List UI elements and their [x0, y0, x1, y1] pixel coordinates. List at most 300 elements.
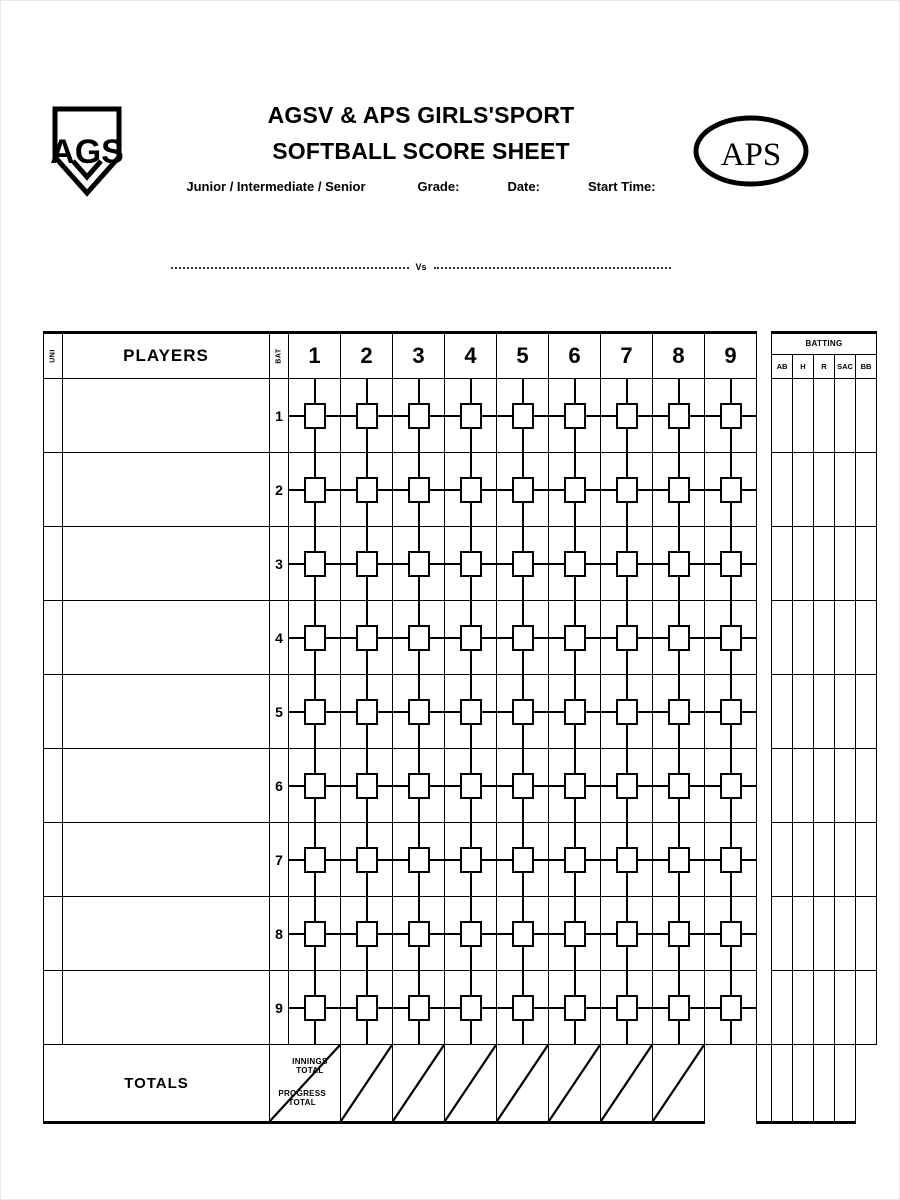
cell-player-name[interactable] — [63, 897, 270, 971]
totals-row — [44, 1045, 877, 1123]
header-inning-9: 9 — [705, 333, 757, 379]
cell-inning-7[interactable] — [601, 823, 653, 897]
at-bat-box[interactable] — [408, 625, 430, 651]
totals-inning-1[interactable] — [341, 1045, 393, 1123]
cell-inning-4[interactable] — [445, 823, 497, 897]
cell-stat-h[interactable] — [793, 675, 814, 749]
cell-player-name[interactable] — [63, 971, 270, 1045]
cell-uni[interactable] — [44, 823, 63, 897]
at-bat-box[interactable] — [408, 699, 430, 725]
scoring-diamond — [549, 527, 600, 600]
at-bat-box[interactable] — [356, 847, 378, 873]
at-bat-box[interactable] — [720, 773, 742, 799]
cell-inning-2[interactable] — [341, 527, 393, 601]
totals-inning-2[interactable] — [393, 1045, 445, 1123]
at-bat-box[interactable] — [720, 699, 742, 725]
at-bat-box[interactable] — [512, 699, 534, 725]
cell-player-name[interactable] — [63, 675, 270, 749]
start-time-field-label[interactable]: Start Time: — [587, 179, 656, 194]
cell-uni[interactable] — [44, 379, 63, 453]
at-bat-box[interactable] — [668, 551, 690, 577]
at-bat-box[interactable] — [460, 551, 482, 577]
cell-inning-2[interactable] — [341, 971, 393, 1045]
scoring-diamond — [289, 453, 340, 526]
at-bat-box[interactable] — [408, 921, 430, 947]
cell-stat-ab[interactable] — [772, 897, 793, 971]
scoring-diamond — [393, 823, 444, 896]
cell-stat-bb[interactable] — [856, 601, 877, 675]
cell-inning-7[interactable] — [601, 527, 653, 601]
cell-inning-3[interactable] — [393, 379, 445, 453]
cell-inning-1[interactable] — [289, 749, 341, 823]
at-bat-box[interactable] — [408, 551, 430, 577]
at-bat-box[interactable] — [460, 921, 482, 947]
totals-stat-ab[interactable] — [757, 1045, 772, 1123]
cell-inning-5[interactable] — [497, 527, 549, 601]
cell-stat-bb[interactable] — [856, 453, 877, 527]
at-bat-box[interactable] — [616, 403, 638, 429]
at-bat-box[interactable] — [304, 995, 326, 1021]
cell-uni[interactable] — [44, 453, 63, 527]
at-bat-box[interactable] — [356, 921, 378, 947]
cell-uni[interactable] — [44, 897, 63, 971]
cell-inning-9[interactable] — [705, 749, 757, 823]
row-spacer-column — [757, 601, 772, 675]
scoring-diamond — [497, 749, 548, 822]
cell-stat-r[interactable] — [814, 379, 835, 453]
cell-inning-8[interactable] — [653, 749, 705, 823]
scoring-diamond — [653, 601, 704, 674]
cell-stat-ab[interactable] — [772, 823, 793, 897]
cell-inning-5[interactable] — [497, 749, 549, 823]
totals-inning-3[interactable] — [445, 1045, 497, 1123]
at-bat-box[interactable] — [512, 477, 534, 503]
cell-stat-ab[interactable] — [772, 527, 793, 601]
cell-bat-order: 9 — [270, 971, 289, 1045]
cell-stat-bb[interactable] — [856, 675, 877, 749]
scoring-diamond — [549, 897, 600, 970]
scoring-diamond — [705, 897, 756, 970]
cell-inning-6[interactable] — [549, 971, 601, 1045]
at-bat-box[interactable] — [356, 773, 378, 799]
cell-player-name[interactable] — [63, 823, 270, 897]
cell-inning-5[interactable] — [497, 971, 549, 1045]
cell-stat-h[interactable] — [793, 971, 814, 1045]
cell-stat-sac[interactable] — [835, 675, 856, 749]
at-bat-box[interactable] — [304, 699, 326, 725]
cell-bat-order: 4 — [270, 601, 289, 675]
cell-uni[interactable] — [44, 675, 63, 749]
at-bat-box[interactable] — [512, 551, 534, 577]
level-selector-label[interactable]: Junior / Intermediate / Senior — [186, 179, 366, 194]
scoring-diamond — [705, 823, 756, 896]
cell-inning-8[interactable] — [653, 971, 705, 1045]
cell-stat-sac[interactable] — [835, 897, 856, 971]
cell-inning-7[interactable] — [601, 971, 653, 1045]
cell-stat-ab[interactable] — [772, 379, 793, 453]
cell-inning-4[interactable] — [445, 453, 497, 527]
cell-inning-3[interactable] — [393, 749, 445, 823]
cell-player-name[interactable] — [63, 601, 270, 675]
at-bat-box[interactable] — [356, 403, 378, 429]
at-bat-box[interactable] — [304, 403, 326, 429]
cell-inning-2[interactable] — [341, 379, 393, 453]
progress-total-label: PROGRESS TOTAL — [278, 1089, 327, 1107]
totals-stat-bb[interactable] — [835, 1045, 856, 1123]
cell-inning-3[interactable] — [393, 971, 445, 1045]
cell-inning-9[interactable] — [705, 379, 757, 453]
at-bat-box[interactable] — [512, 921, 534, 947]
totals-inning-6[interactable] — [601, 1045, 653, 1123]
cell-stat-h[interactable] — [793, 601, 814, 675]
scoring-diamond — [341, 749, 392, 822]
cell-inning-4[interactable] — [445, 675, 497, 749]
home-team-input[interactable] — [171, 266, 409, 269]
cell-inning-5[interactable] — [497, 379, 549, 453]
cell-inning-4[interactable] — [445, 749, 497, 823]
at-bat-box[interactable] — [720, 477, 742, 503]
cell-stat-sac[interactable] — [835, 601, 856, 675]
cell-inning-2[interactable] — [341, 453, 393, 527]
totals-stat-r[interactable] — [793, 1045, 814, 1123]
at-bat-box[interactable] — [356, 995, 378, 1021]
at-bat-box[interactable] — [304, 847, 326, 873]
at-bat-box[interactable] — [408, 403, 430, 429]
cell-inning-1[interactable] — [289, 453, 341, 527]
scoring-diamond — [497, 379, 548, 452]
cell-stat-r[interactable] — [814, 453, 835, 527]
scoring-diamond — [549, 971, 600, 1044]
cell-inning-3[interactable] — [393, 527, 445, 601]
cell-inning-9[interactable] — [705, 453, 757, 527]
cell-stat-r[interactable] — [814, 527, 835, 601]
cell-inning-9[interactable] — [705, 823, 757, 897]
cell-inning-8[interactable] — [653, 527, 705, 601]
at-bat-box[interactable] — [564, 477, 586, 503]
cell-uni[interactable] — [44, 527, 63, 601]
at-bat-box[interactable] — [616, 921, 638, 947]
at-bat-box[interactable] — [304, 477, 326, 503]
at-bat-box[interactable] — [460, 773, 482, 799]
at-bat-box[interactable] — [460, 847, 482, 873]
scoring-diamond — [653, 823, 704, 896]
cell-inning-3[interactable] — [393, 897, 445, 971]
row-spacer-column — [757, 675, 772, 749]
cell-inning-6[interactable] — [549, 527, 601, 601]
at-bat-box[interactable] — [512, 847, 534, 873]
row-spacer-column — [757, 453, 772, 527]
cell-inning-1[interactable] — [289, 897, 341, 971]
cell-stat-ab[interactable] — [772, 453, 793, 527]
at-bat-box[interactable] — [460, 477, 482, 503]
header-inning-1: 1 — [289, 333, 341, 379]
at-bat-box[interactable] — [356, 477, 378, 503]
at-bat-box[interactable] — [512, 403, 534, 429]
scoring-diamond — [445, 379, 496, 452]
at-bat-box[interactable] — [304, 625, 326, 651]
cell-inning-9[interactable] — [705, 601, 757, 675]
cell-inning-9[interactable] — [705, 675, 757, 749]
cell-inning-8[interactable] — [653, 453, 705, 527]
at-bat-box[interactable] — [564, 995, 586, 1021]
scoring-diamond — [445, 453, 496, 526]
cell-inning-5[interactable] — [497, 897, 549, 971]
at-bat-box[interactable] — [564, 403, 586, 429]
cell-stat-bb[interactable] — [856, 527, 877, 601]
scoring-diamond — [705, 971, 756, 1044]
at-bat-box[interactable] — [668, 699, 690, 725]
scoring-diamond — [445, 675, 496, 748]
cell-inning-1[interactable] — [289, 527, 341, 601]
cell-stat-h[interactable] — [793, 527, 814, 601]
at-bat-box[interactable] — [720, 403, 742, 429]
cell-inning-1[interactable] — [289, 601, 341, 675]
row-spacer-column — [757, 379, 772, 453]
cell-stat-h[interactable] — [793, 897, 814, 971]
totals-spacer-column — [705, 1045, 757, 1123]
table-row — [44, 601, 877, 675]
cell-inning-7[interactable] — [601, 453, 653, 527]
cell-stat-bb[interactable] — [856, 971, 877, 1045]
cell-stat-ab[interactable] — [772, 749, 793, 823]
cell-stat-r[interactable] — [814, 971, 835, 1045]
at-bat-box[interactable] — [720, 625, 742, 651]
scoring-diamond — [289, 823, 340, 896]
cell-inning-3[interactable] — [393, 453, 445, 527]
at-bat-box[interactable] — [720, 847, 742, 873]
cell-inning-1[interactable] — [289, 971, 341, 1045]
at-bat-box[interactable] — [356, 625, 378, 651]
scoring-diamond — [653, 675, 704, 748]
cell-inning-2[interactable] — [341, 601, 393, 675]
cell-inning-5[interactable] — [497, 453, 549, 527]
cell-inning-5[interactable] — [497, 675, 549, 749]
cell-inning-6[interactable] — [549, 749, 601, 823]
at-bat-box[interactable] — [564, 699, 586, 725]
at-bat-box[interactable] — [720, 551, 742, 577]
header-inning-6: 6 — [549, 333, 601, 379]
cell-stat-ab[interactable] — [772, 675, 793, 749]
at-bat-box[interactable] — [616, 477, 638, 503]
at-bat-box[interactable] — [408, 995, 430, 1021]
cell-inning-8[interactable] — [653, 897, 705, 971]
at-bat-box[interactable] — [512, 773, 534, 799]
cell-inning-4[interactable] — [445, 897, 497, 971]
scoring-diamond — [289, 749, 340, 822]
totals-stat-sac[interactable] — [814, 1045, 835, 1123]
cell-inning-9[interactable] — [705, 971, 757, 1045]
cell-inning-3[interactable] — [393, 601, 445, 675]
cell-player-name[interactable] — [63, 527, 270, 601]
scoring-diamond — [393, 379, 444, 452]
cell-inning-4[interactable] — [445, 601, 497, 675]
header-bat-label: BAT — [275, 348, 283, 364]
document-header — [1, 97, 900, 227]
at-bat-box[interactable] — [460, 995, 482, 1021]
cell-stat-bb[interactable] — [856, 897, 877, 971]
at-bat-box[interactable] — [304, 921, 326, 947]
cell-stat-r[interactable] — [814, 601, 835, 675]
cell-stat-h[interactable] — [793, 453, 814, 527]
at-bat-box[interactable] — [616, 625, 638, 651]
scoring-diamond — [705, 527, 756, 600]
at-bat-box[interactable] — [356, 699, 378, 725]
scoring-diamond — [445, 823, 496, 896]
cell-stat-r[interactable] — [814, 675, 835, 749]
at-bat-box[interactable] — [616, 551, 638, 577]
at-bat-box[interactable] — [512, 995, 534, 1021]
at-bat-box[interactable] — [304, 773, 326, 799]
scoring-diamond — [549, 379, 600, 452]
at-bat-box[interactable] — [668, 625, 690, 651]
cell-player-name[interactable] — [63, 453, 270, 527]
cell-inning-8[interactable] — [653, 379, 705, 453]
cell-inning-5[interactable] — [497, 601, 549, 675]
cell-inning-7[interactable] — [601, 601, 653, 675]
cell-uni[interactable] — [44, 601, 63, 675]
cell-stat-r[interactable] — [814, 749, 835, 823]
score-table — [43, 331, 877, 1124]
page-title-line1: AGSV & APS GIRLS'SPORT — [267, 102, 575, 128]
at-bat-box[interactable] — [720, 921, 742, 947]
scoring-diamond — [445, 971, 496, 1044]
cell-stat-bb[interactable] — [856, 749, 877, 823]
totals-inning-4[interactable] — [497, 1045, 549, 1123]
cell-uni[interactable] — [44, 971, 63, 1045]
cell-inning-6[interactable] — [549, 453, 601, 527]
at-bat-box[interactable] — [668, 477, 690, 503]
totals-inning-7[interactable] — [653, 1045, 705, 1123]
cell-inning-7[interactable] — [601, 675, 653, 749]
scoring-diamond — [341, 527, 392, 600]
cell-inning-8[interactable] — [653, 675, 705, 749]
totals-inning-5[interactable] — [549, 1045, 601, 1123]
scoring-diamond — [705, 749, 756, 822]
cell-stat-h[interactable] — [793, 749, 814, 823]
cell-stat-sac[interactable] — [835, 527, 856, 601]
title-block — [151, 97, 691, 194]
at-bat-box[interactable] — [616, 699, 638, 725]
cell-inning-7[interactable] — [601, 749, 653, 823]
at-bat-box[interactable] — [512, 625, 534, 651]
cell-stat-sac[interactable] — [835, 823, 856, 897]
date-field-label[interactable]: Date: — [507, 179, 540, 194]
at-bat-box[interactable] — [564, 921, 586, 947]
cell-stat-sac[interactable] — [835, 749, 856, 823]
cell-inning-2[interactable] — [341, 749, 393, 823]
at-bat-box[interactable] — [720, 995, 742, 1021]
cell-inning-1[interactable] — [289, 379, 341, 453]
at-bat-box[interactable] — [564, 773, 586, 799]
cell-stat-ab[interactable] — [772, 601, 793, 675]
cell-inning-2[interactable] — [341, 897, 393, 971]
at-bat-box[interactable] — [356, 551, 378, 577]
scoring-diamond — [705, 675, 756, 748]
cell-inning-9[interactable] — [705, 897, 757, 971]
cell-player-name[interactable] — [63, 749, 270, 823]
cell-inning-3[interactable] — [393, 823, 445, 897]
at-bat-box[interactable] — [668, 403, 690, 429]
scoring-diamond — [653, 527, 704, 600]
cell-inning-6[interactable] — [549, 379, 601, 453]
cell-stat-sac[interactable] — [835, 379, 856, 453]
cell-inning-6[interactable] — [549, 823, 601, 897]
at-bat-box[interactable] — [616, 773, 638, 799]
scoring-diamond — [497, 823, 548, 896]
cell-inning-6[interactable] — [549, 675, 601, 749]
at-bat-box[interactable] — [408, 773, 430, 799]
cell-inning-2[interactable] — [341, 823, 393, 897]
cell-player-name[interactable] — [63, 379, 270, 453]
cell-uni[interactable] — [44, 749, 63, 823]
at-bat-box[interactable] — [408, 847, 430, 873]
at-bat-box[interactable] — [668, 847, 690, 873]
header-stat-sac: SAC — [835, 354, 856, 378]
scoring-diamond — [705, 453, 756, 526]
cell-inning-4[interactable] — [445, 379, 497, 453]
at-bat-box[interactable] — [616, 995, 638, 1021]
cell-stat-ab[interactable] — [772, 971, 793, 1045]
scoring-diamond — [445, 527, 496, 600]
aps-logo-text: APS — [720, 137, 782, 173]
cell-inning-7[interactable] — [601, 897, 653, 971]
cell-stat-h[interactable] — [793, 379, 814, 453]
cell-stat-r[interactable] — [814, 823, 835, 897]
scoring-diamond — [549, 749, 600, 822]
cell-stat-bb[interactable] — [856, 379, 877, 453]
scoring-diamond — [393, 897, 444, 970]
at-bat-box[interactable] — [564, 847, 586, 873]
at-bat-box[interactable] — [668, 995, 690, 1021]
cell-stat-r[interactable] — [814, 897, 835, 971]
grade-field-label[interactable]: Grade: — [417, 179, 460, 194]
cell-stat-bb[interactable] — [856, 823, 877, 897]
cell-inning-8[interactable] — [653, 601, 705, 675]
cell-inning-4[interactable] — [445, 527, 497, 601]
cell-inning-4[interactable] — [445, 971, 497, 1045]
cell-inning-6[interactable] — [549, 897, 601, 971]
at-bat-box[interactable] — [564, 551, 586, 577]
at-bat-box[interactable] — [668, 773, 690, 799]
cell-inning-8[interactable] — [653, 823, 705, 897]
cell-stat-sac[interactable] — [835, 453, 856, 527]
away-team-input[interactable] — [434, 266, 672, 269]
at-bat-box[interactable] — [564, 625, 586, 651]
at-bat-box[interactable] — [304, 551, 326, 577]
cell-inning-1[interactable] — [289, 675, 341, 749]
cell-stat-sac[interactable] — [835, 971, 856, 1045]
cell-inning-9[interactable] — [705, 527, 757, 601]
cell-inning-5[interactable] — [497, 823, 549, 897]
scoring-diamond — [393, 601, 444, 674]
row-spacer-column — [757, 527, 772, 601]
at-bat-box[interactable] — [408, 477, 430, 503]
cell-inning-3[interactable] — [393, 675, 445, 749]
cell-inning-1[interactable] — [289, 823, 341, 897]
cell-inning-7[interactable] — [601, 379, 653, 453]
at-bat-box[interactable] — [460, 699, 482, 725]
at-bat-box[interactable] — [616, 847, 638, 873]
cell-inning-6[interactable] — [549, 601, 601, 675]
at-bat-box[interactable] — [668, 921, 690, 947]
scoring-diamond — [653, 453, 704, 526]
scoring-diamond — [393, 749, 444, 822]
at-bat-box[interactable] — [460, 403, 482, 429]
at-bat-box[interactable] — [460, 625, 482, 651]
cell-inning-2[interactable] — [341, 675, 393, 749]
cell-stat-h[interactable] — [793, 823, 814, 897]
totals-stat-h[interactable] — [772, 1045, 793, 1123]
